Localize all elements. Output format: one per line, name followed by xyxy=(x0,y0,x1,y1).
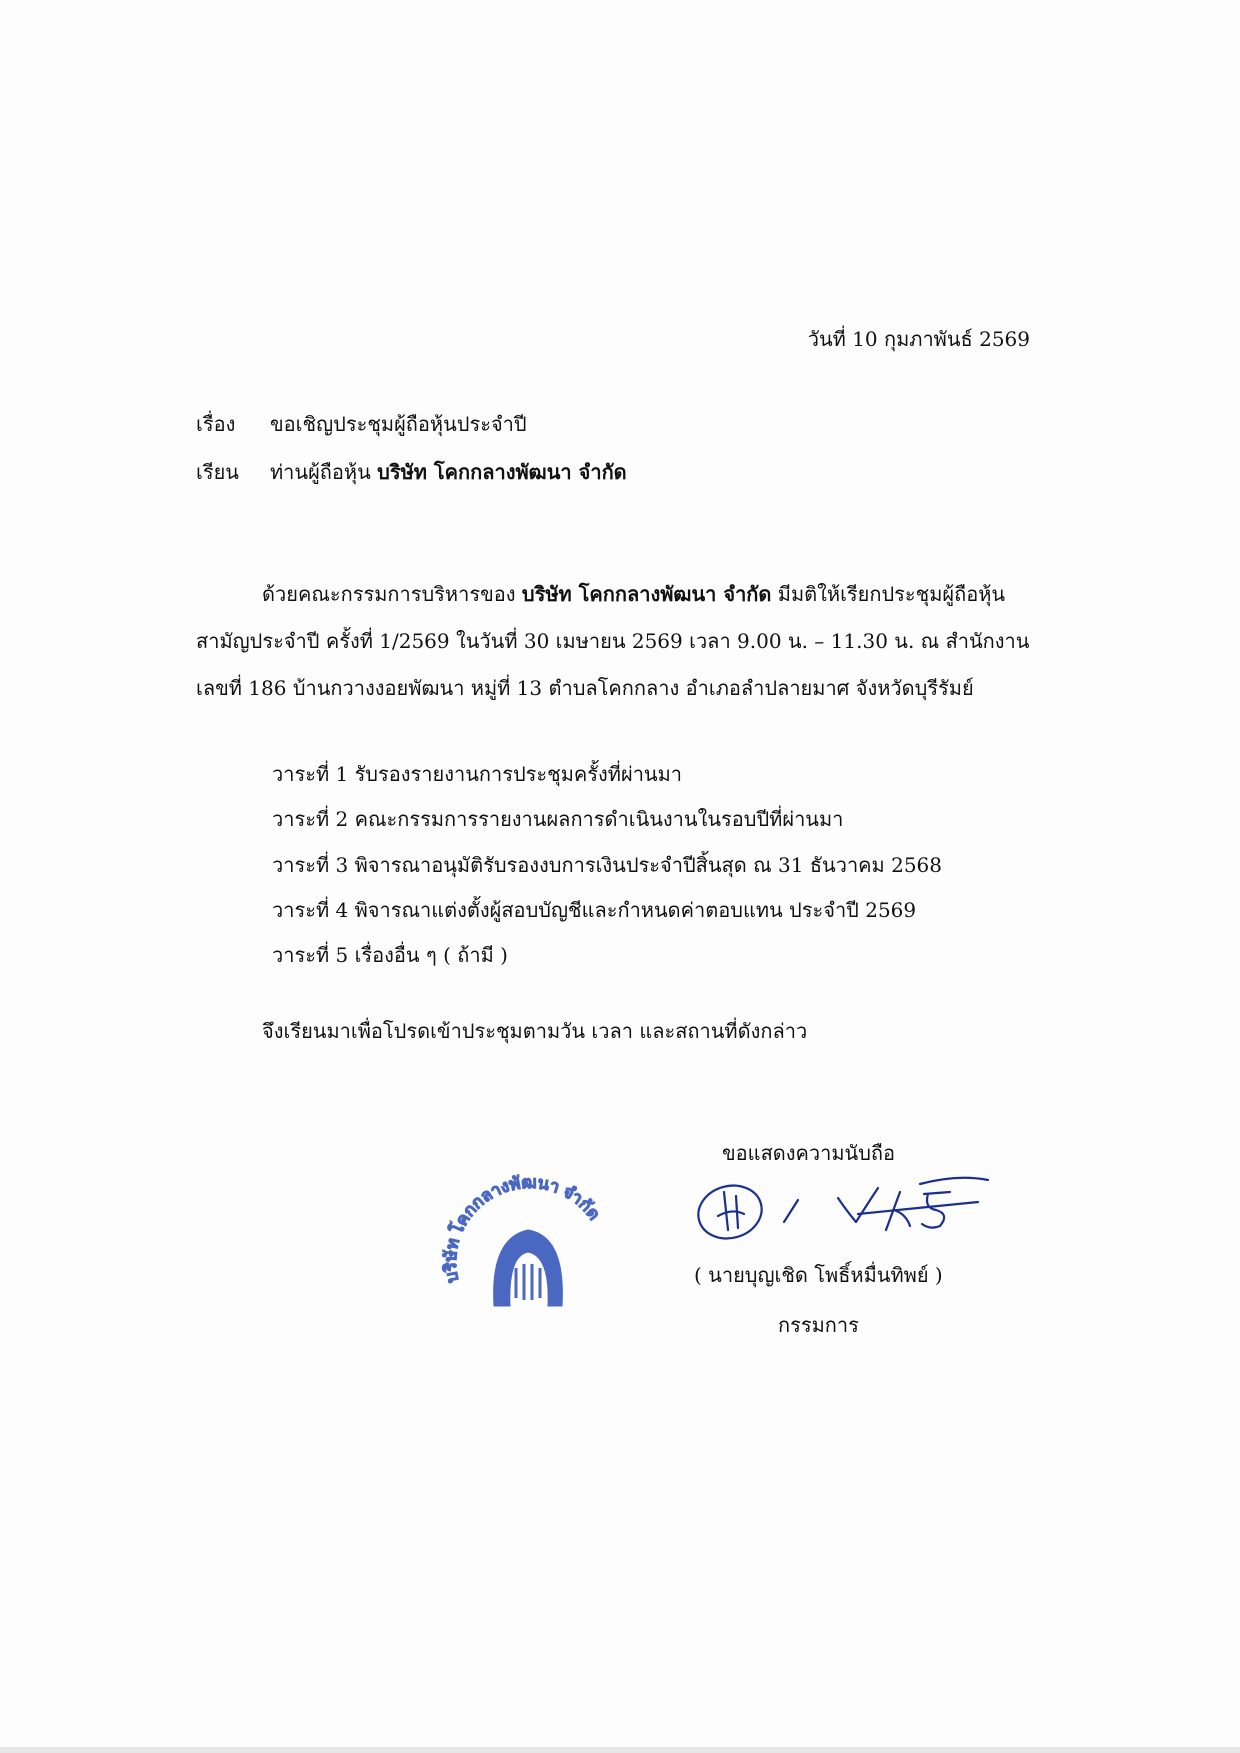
signer-position: กรรมการ xyxy=(778,1313,859,1337)
agenda-item: วาระที่ 2 คณะกรรมการรายงานผลการดำเนินงานในรอบปีที่ผ่านมา xyxy=(272,807,844,831)
recipient-text xyxy=(270,458,627,486)
svg-text:บริษัท โคกกลางพัฒนา จำกัด: บริษัท โคกกลางพัฒนา จำกัด xyxy=(440,1172,604,1285)
body-line-1 xyxy=(262,580,1005,608)
body-line-2: สามัญประจำปี ครั้งที่ 1/2569 ในวันที่ 30 เมษายน 2569 เวลา 9.00 น. – 11.30 น. ณ สำนักงาน xyxy=(196,629,1030,653)
signature-image xyxy=(688,1170,1008,1250)
subject-text: ขอเชิญประชุมผู้ถือหุ้นประจำปี xyxy=(270,412,527,436)
regards-text: ขอแสดงความนับถือ xyxy=(722,1141,896,1165)
letter-date: วันที่ 10 กุมภาพันธ์ 2569 xyxy=(807,327,1030,351)
recipient-prefix: ท่านผู้ถือหุ้น xyxy=(270,460,378,484)
subject-label: เรื่อง xyxy=(196,412,236,436)
body-line-1-suffix: มีมติให้เรียกประชุมผู้ถือหุ้น xyxy=(771,582,1006,606)
agenda-item: วาระที่ 4 พิจารณาแต่งตั้งผู้สอบบัญชีและกำหนดค่าตอบแทน ประจำปี 2569 xyxy=(272,898,917,922)
recipient-company: บริษัท โคกกลางพัฒนา จำกัด xyxy=(377,460,627,484)
body-line-1-company: บริษัท โคกกลางพัฒนา จำกัด xyxy=(521,582,772,606)
body-line-3: เลขที่ 186 บ้านกวางงอยพัฒนา หมู่ที่ 13 ตำบลโคกกลาง อำเภอลำปลายมาศ จังหวัดบุรีรัมย์ xyxy=(196,676,974,700)
agenda-item: วาระที่ 1 รับรองรายงานการประชุมครั้งที่ผ่านมา xyxy=(272,762,683,786)
body-line-1-prefix: ด้วยคณะกรรมการบริหารของ xyxy=(262,582,522,606)
agenda-item: วาระที่ 3 พิจารณาอนุมัติรับรองงบการเงินประจำปีสิ้นสุด ณ 31 ธันวาคม 2568 xyxy=(272,853,942,877)
recipient-label: เรียน xyxy=(196,460,239,484)
company-seal-image xyxy=(432,1168,622,1318)
closing-text: จึงเรียนมาเพื่อโปรดเข้าประชุมตามวัน เวลา และสถานที่ดังกล่าว xyxy=(262,1019,808,1043)
signer-name: ( นายบุญเชิด โพธิ์หมื่นทิพย์ ) xyxy=(694,1263,943,1287)
agenda-item: วาระที่ 5 เรื่องอื่น ๆ ( ถ้ามี ) xyxy=(272,943,508,967)
page-bottom-edge xyxy=(0,1747,1240,1753)
